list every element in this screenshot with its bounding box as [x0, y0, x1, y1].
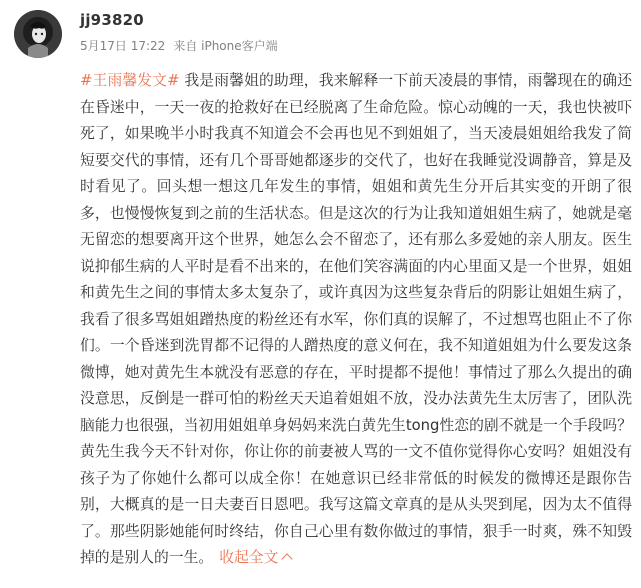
collapse-button[interactable]	[219, 549, 291, 566]
post-body: 我是雨馨姐的助理，我来解释一下前天凌晨的事情，雨馨现在的确还在昏迷中，一天一夜的抢救好在已经脱离了生命危险。惊心动魄的一天，我也快被吓死了，如果晚半小时我真不知道会不会再也见不到姐姐了，当天凌晨姐姐给我发了简短要交代的事情，还有几个哥哥她都逐步的交代了，也好在我睡觉没调静音，算是及时看见了。回头想一想这几年发生的事情，姐姐和黄先生分开后其实变的开朗了很多，也慢慢恢复到之前的生活状态。但是这次的行为让我知道姐姐生病了，她就是毫无留恋的想要离开这个世界，她怎么会不留恋了，还有那么多爱她的亲人朋友。医生说抑郁生病的人平时是看不出来的，在他们笑容满面的内心里面又是一个世界，姐姐和黄先生之间的事情太多太复杂了，或许真因为这些复杂背后的阴影让姐姐生病了，我看了很多骂姐姐蹭热度的粉丝还有水军，你们真的误解了，不过想骂也阻止不了你们。一个昏迷到洗胃都不记得的人蹭热度的意义何在，我不知道姐姐为什么要发这条微博，她对黄先生本就没有恶意的存在，平时提都不提他！事情过了那么久提出的确没意思，反倒是一群可怕的粉丝天天追着姐姐不放，没办法黄先生太厉害了，团队洗脑能力也很强，当初用姐姐单身妈妈来洗白黄先生tong性恋的剧不就是一个手段吗？黄先生我今天不针对你，你让你的前妻被人骂的一文不值你觉得你心安吗？姐姐没有孩子为了你她什么都可以成全你！在她意识已经非常低的时候发的微博还是跟你告别，大概真的是一日夫妻百日恩吧。我写这篇文章真的是从头哭到尾，因为太不值得了。那些阴影她能何时终结，你自己心里有数你做过的事情，狠手一时爽，殊不知毁掉的是别人的一生。	[80, 72, 632, 566]
post-meta	[80, 37, 286, 54]
hashtag-link[interactable]: #王雨馨发文#	[80, 72, 180, 89]
avatar[interactable]	[14, 10, 62, 58]
chevron-up-icon[interactable]	[282, 553, 293, 564]
collapse-label[interactable]: 收起全文	[219, 549, 279, 566]
post-source: 来自 iPhone客户端	[173, 39, 278, 53]
post-date[interactable]: 5月17日 17:22	[80, 39, 166, 53]
post-content	[80, 68, 632, 572]
avatar-image	[14, 10, 62, 58]
author-name[interactable]: jj93820	[80, 11, 144, 29]
